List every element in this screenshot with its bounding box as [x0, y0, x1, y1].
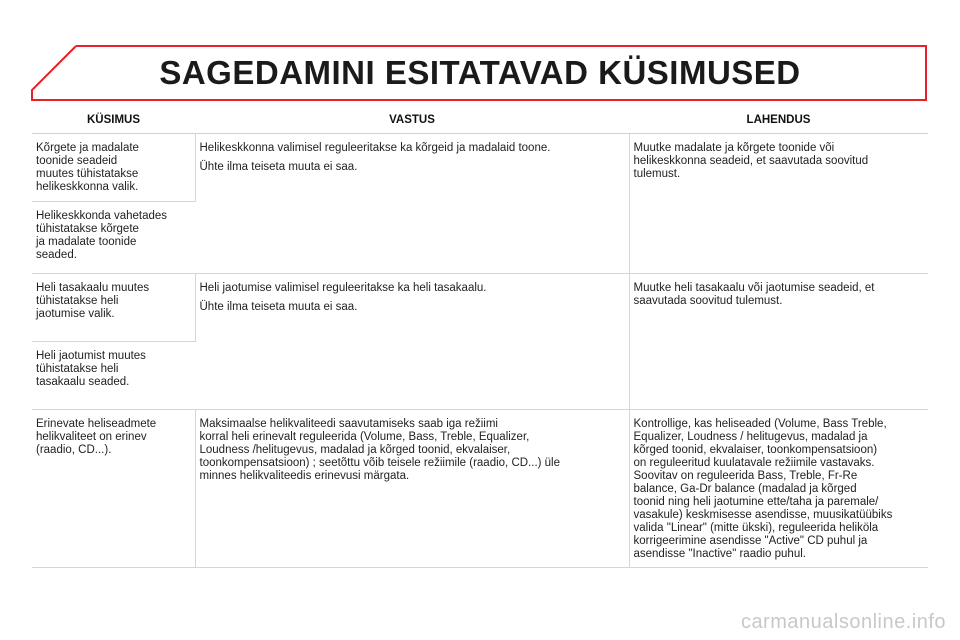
question-cell: Helikeskkonda vahetades tühistatakse kõrgete ja madalate toonide seaded.	[32, 202, 195, 274]
solution-cell: Muutke madalate ja kõrgete toonide või helikeskkonna seadeid, et saavutada soovitud tulemust.	[629, 134, 928, 274]
answer-cell: Maksimaalse helikvaliteedi saavutamiseks saab iga režiimi korral heli erinevalt reguleerida (Volume, Bass, Treble, Equalizer, Loudness /helitugevus, madalad ja kõrged toonid, ekvalaiser, toonkompensatsioon) ; seetõttu võib teisele režiimile (raadio, CD...) üle minnes helikvaliteedis erinevusi märgata.	[195, 410, 629, 568]
faq-table	[32, 107, 928, 568]
answer-cell: Heli jaotumise valimisel reguleeritakse ka heli tasakaalu. Ühte ilma teiseta muuta ei saa.	[195, 274, 629, 410]
column-header-answer: VASTUS	[195, 107, 629, 134]
page-title: SAGEDAMINI ESITATAVAD KÜSIMUSED	[159, 54, 801, 91]
question-cell: Kõrgete ja madalate toonide seadeid muutes tühistatakse helikeskkonna valik.	[32, 134, 195, 202]
column-header-solution: LAHENDUS	[629, 107, 928, 134]
solution-cell: Muutke heli tasakaalu või jaotumise seadeid, et saavutada soovitud tulemust.	[629, 274, 928, 410]
table-row	[32, 134, 928, 202]
column-header-question: KÜSIMUS	[32, 107, 195, 134]
question-cell: Heli tasakaalu muutes tühistatakse heli jaotumise valik.	[32, 274, 195, 342]
table-row	[32, 410, 928, 568]
answer-cell: Helikeskkonna valimisel reguleeritakse ka kõrgeid ja madalaid toone. Ühte ilma teiseta muuta ei saa.	[195, 134, 629, 274]
solution-cell: Kontrollige, kas heliseaded (Volume, Bass Treble, Equalizer, Loudness / helitugevus, madalad ja kõrged toonid, ekvalaiser, toonkompensatsioon) on reguleeritud kuulatavale režiimile vastavaks. Soovitav on reguleerida Bass, Treble, Fr-Re balance, Ga-Dr balance (madalad ja kõrged toonid ning heli jaotumine ette/taha ja paremale/ vasakule) keskmisesse asendisse, muusikatüübiks valida "Linear" (mitte ükski), reguleerida heliköla korrigeerimine asendisse "Active" CD puhul ja asendisse "Inactive" raadio puhul.	[629, 410, 928, 568]
question-cell: Heli jaotumist muutes tühistatakse heli tasakaalu seaded.	[32, 342, 195, 410]
table-row	[32, 274, 928, 342]
watermark: carmanualsonline.info	[740, 611, 946, 633]
table-header-row	[32, 107, 928, 134]
question-cell: Erinevate heliseadmete helikvaliteet on erinev (raadio, CD...).	[32, 410, 195, 568]
